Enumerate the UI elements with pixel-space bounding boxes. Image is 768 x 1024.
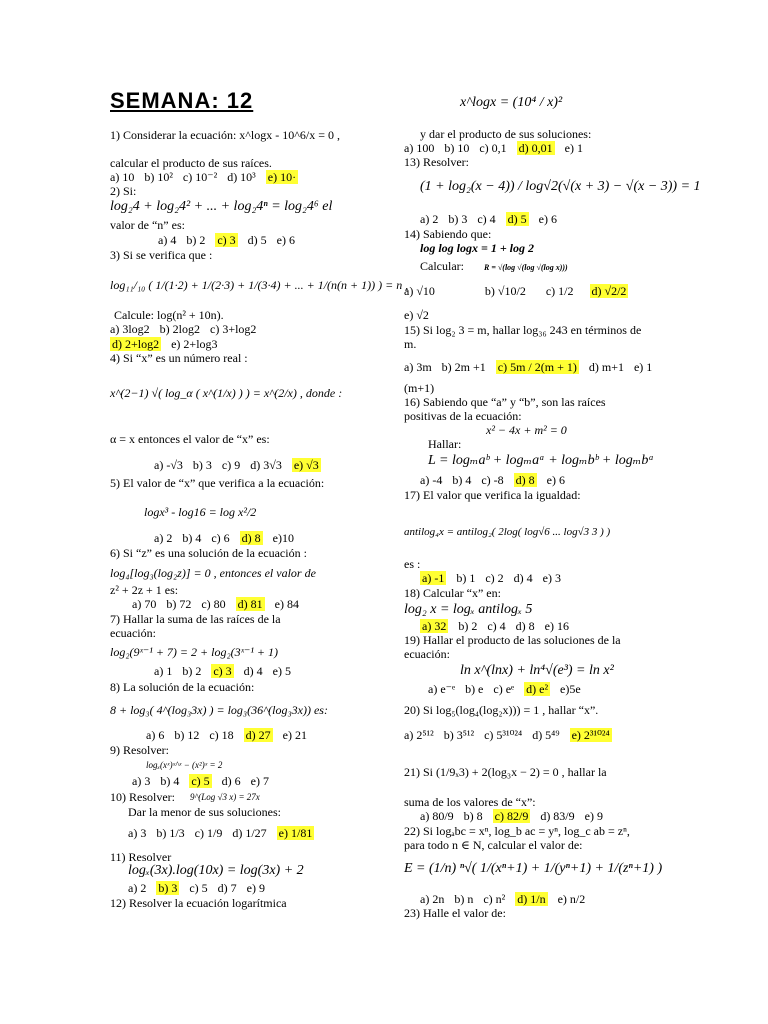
question-7-formula: log₂(9ˣ⁻¹ + 7) = 2 + log₂(3ˣ⁻¹ + 1): [110, 645, 279, 659]
question-17: 17) El valor que verifica la igualdad:: [404, 488, 581, 502]
question-10-text: Dar la menor de sus soluciones:: [128, 805, 281, 819]
answer-highlight: e) 1/81: [278, 826, 313, 840]
question-9-formula: logₓ(xˣ)ˣ^ˣ − (x²)ˣ = 2: [146, 760, 223, 770]
answer-highlight: d) 0,01: [518, 141, 553, 155]
question-11: 11) Resolver: [110, 850, 172, 864]
question-3-options: a) 3log2 b) 2log2 c) 3+log2: [110, 322, 257, 336]
question-18-options: a) 32 b) 2 c) 4 d) 8 e) 16: [422, 619, 569, 633]
question-3-text: Calcule: log(n² + 10n).: [114, 308, 224, 322]
question-10-options: a) 3 b) 1/3 c) 1/9 d) 1/27 e) 1/81: [128, 826, 313, 840]
question-16-formula-2: L = logₘaᵇ + logₘaᵃ + logₘbᵇ + logₘbᵃ: [428, 453, 654, 468]
question-2-options: a) 4 b) 2 c) 3 d) 5 e) 6: [158, 233, 295, 247]
question-17-text: es :: [404, 557, 421, 571]
question-12-text: y dar el producto de sus soluciones:: [420, 127, 592, 141]
question-18-formula: log₂ x = logₓ antilogₓ 5: [404, 602, 533, 617]
question-6-formula: log₄[log₃(log₂z)] = 0 , entonces el valor de: [110, 566, 316, 580]
question-16-text: positivas de la ecuación:: [404, 409, 522, 423]
question-20-options: a) 2⁵¹² b) 3⁵¹² c) 5³¹⁰²⁴ d) 5⁴⁹ e) 2³¹⁰²⁴: [404, 728, 610, 742]
question-22-formula: E = (1/n) ⁿ√( 1/(xⁿ+1) + 1/(yⁿ+1) + 1/(zⁿ+1) ): [404, 861, 663, 876]
question-21-text: suma de los valores de “x”:: [404, 795, 536, 809]
question-2-formula: log₂4 + log₂4² + ... + log₂4ⁿ = log₂4⁶ el: [110, 199, 333, 214]
option-d: d) 10³: [227, 170, 256, 184]
question-8: 8) La solución de la ecuación:: [110, 680, 255, 694]
answer-highlight: b) 3: [158, 881, 178, 895]
question-6: 6) Si “z” es una solución de la ecuación :: [110, 546, 307, 560]
answer-highlight: d) 5: [507, 212, 527, 226]
question-14: 14) Sabiendo que:: [404, 227, 492, 241]
answer-highlight: c) 5: [191, 774, 210, 788]
question-21: 21) Si (1/9ₓ3) + 2(log₃x − 2) = 0 , hallar la: [404, 765, 607, 779]
question-13: 13) Resolver:: [404, 155, 469, 169]
question-12: 12) Resolver la ecuación logarítmica: [110, 896, 287, 910]
question-4: 4) Si “x” es un número real :: [110, 351, 248, 365]
question-4-formula: x^(2−1) √( log_α ( x^(1/x) ) ) = x^(2/x) , donde :: [110, 386, 343, 400]
question-17-formula: antilog₄x = antilog₂( 2log( log√6 ... log√3 3 ) ): [404, 526, 611, 538]
question-4-text: α = x entonces el valor de “x” es:: [110, 432, 270, 446]
answer-highlight: e) 2³¹⁰²⁴: [571, 728, 610, 742]
question-8-formula: 8 + log₃( 4^(log₃3x) ) = log₃(36^(log₃3x)) es:: [110, 703, 328, 717]
question-19: 19) Hallar el producto de las soluciones de la: [404, 633, 621, 647]
answer-highlight: a) -1: [422, 571, 445, 585]
answer-highlight: c) 3: [213, 664, 232, 678]
question-3: 3) Si se verifica que :: [110, 248, 213, 262]
question-14-text: Calcular:: [420, 259, 464, 273]
question-16-formula: x² − 4x + m² = 0: [486, 423, 567, 437]
question-15-text: m.: [404, 337, 417, 351]
answer-highlight: c) 3: [217, 233, 236, 247]
question-3-formula: log₁₁/₁₀ ( 1/(1·2) + 1/(2·3) + 1/(3·4) + ... + 1/(n(n + 1)) ) = n ,: [110, 278, 409, 292]
question-1-text: calcular el producto de sus raíces.: [110, 156, 272, 170]
question-4-options: a) -√3 b) 3 c) 9 d) 3√3 e) √3: [154, 458, 319, 472]
question-10-formula: 9^(Log √3 x) = 27x: [190, 792, 260, 802]
question-5-formula: logx³ - log16 = log x²/2: [144, 505, 257, 519]
question-22-options: a) 2n b) n c) n² d) 1/n e) n/2: [420, 892, 586, 906]
question-19-formula: ln x^(lnx) + ln⁴√(e³) = ln x²: [460, 663, 614, 678]
question-19-options: a) e⁻ᵉ b) e c) eᵉ d) e² e)5e: [428, 682, 581, 696]
question-21-options: a) 80/9 b) 8 c) 82/9 d) 83/9 e) 9: [420, 809, 603, 823]
question-14-options: a) √10 b) √10/2 c) 1/2 d) √2/2: [404, 284, 627, 298]
answer-highlight: c) 82/9: [494, 809, 529, 823]
question-6-options: a) 70 b) 72 c) 80 d) 81 e) 84: [132, 597, 299, 611]
page-title: SEMANA: 12: [110, 88, 254, 113]
question-7-options: a) 1 b) 2 c) 3 d) 4 e) 5: [154, 664, 291, 678]
question-9-options: a) 3 b) 4 c) 5 d) 6 e) 7: [132, 774, 269, 788]
question-14-formula: log log logx = 1 + log 2: [420, 241, 535, 255]
answer-highlight: d) 27: [245, 728, 271, 742]
question-1-options: [110, 170, 308, 184]
question-12-formula: x^logx = (10⁴ / x)²: [460, 95, 563, 110]
question-15: 15) Si log₂ 3 = m, hallar log₃₆ 243 en términos de: [404, 323, 642, 337]
answer-highlight: e) 10·: [267, 170, 297, 184]
answer-highlight: c) 5m / 2(m + 1): [497, 360, 577, 374]
answer-highlight: a) 32: [422, 619, 447, 633]
question-8-options: a) 6 b) 12 c) 18 d) 27 e) 21: [146, 728, 307, 742]
question-11-formula: logₓ(3x).log(10x) = log(3x) + 2: [128, 863, 304, 878]
option-a: a) 10: [110, 170, 135, 184]
question-12-options: a) 100 b) 10 c) 0,1 d) 0,01 e) 1: [404, 141, 583, 155]
answer-highlight: d) 2+log2: [112, 337, 160, 351]
answer-highlight: d) 81: [237, 597, 263, 611]
question-17-options: a) -1 b) 1 c) 2 d) 4 e) 3: [422, 571, 561, 585]
question-23: 23) Halle el valor de:: [404, 906, 506, 920]
question-13-options: a) 2 b) 3 c) 4 d) 5 e) 6: [420, 212, 557, 226]
question-18: 18) Calcular “x” en:: [404, 586, 501, 600]
question-22-text: para todo n ∈ N, calcular el valor de:: [404, 838, 583, 852]
question-13-formula: (1 + log₂(x − 4)) / log√2(√(x + 3) − √(x − 3)) = 1: [420, 179, 701, 194]
question-5-options: a) 2 b) 4 c) 6 d) 8 e)10: [154, 531, 294, 545]
question-7-text: ecuación:: [110, 626, 156, 640]
question-3-options-2: d) 2+log2 e) 2+log3: [112, 337, 218, 351]
question-16-text-2: Hallar:: [428, 437, 462, 451]
question-5: 5) El valor de “x” que verifica a la ecuación:: [110, 476, 325, 490]
question-9: 9) Resolver:: [110, 743, 169, 757]
answer-highlight: d) e²: [526, 682, 549, 696]
question-11-options: a) 2 b) 3 c) 5 d) 7 e) 9: [128, 881, 265, 895]
question-15-options: a) 3m b) 2m +1 c) 5m / 2(m + 1) d) m+1 e) 1: [404, 360, 653, 374]
question-7: 7) Hallar la suma de las raíces de la: [110, 612, 281, 626]
answer-highlight: e) √3: [293, 458, 319, 472]
question-15-extra: (m+1): [404, 381, 435, 395]
question-2: 2) Si:: [110, 184, 137, 198]
question-20: 20) Si log₅(log₄(log₂x))) = 1 , hallar “x”.: [404, 703, 599, 717]
question-16-options: a) -4 b) 4 c) -8 d) 8 e) 6: [420, 473, 565, 487]
question-1: 1) Considerar la ecuación: x^logx - 10^6/x = 0 ,: [110, 128, 340, 142]
question-19-text: ecuación:: [404, 647, 450, 661]
option-c: c) 10⁻²: [182, 170, 218, 184]
question-14-formula-2: R = √(log √(log √(log x))): [484, 263, 568, 272]
answer-highlight: d) 8: [241, 531, 261, 545]
question-6-text: z² + 2z + 1 es:: [110, 583, 179, 597]
question-2-text: valor de “n” es:: [110, 218, 185, 232]
option-b: b) 10²: [144, 170, 173, 184]
question-16: 16) Sabiendo que “a” y “b”, son las raíces: [404, 395, 606, 409]
answer-highlight: d) √2/2: [591, 284, 627, 298]
question-10: 10) Resolver:: [110, 790, 175, 804]
question-14-option-e: e) √2: [404, 308, 429, 322]
answer-highlight: d) 8: [515, 473, 535, 487]
answer-highlight: d) 1/n: [517, 892, 546, 906]
question-22: 22) Si logₐbc = xⁿ, log_b ac = yⁿ, log_c ab = zⁿ,: [404, 824, 630, 838]
